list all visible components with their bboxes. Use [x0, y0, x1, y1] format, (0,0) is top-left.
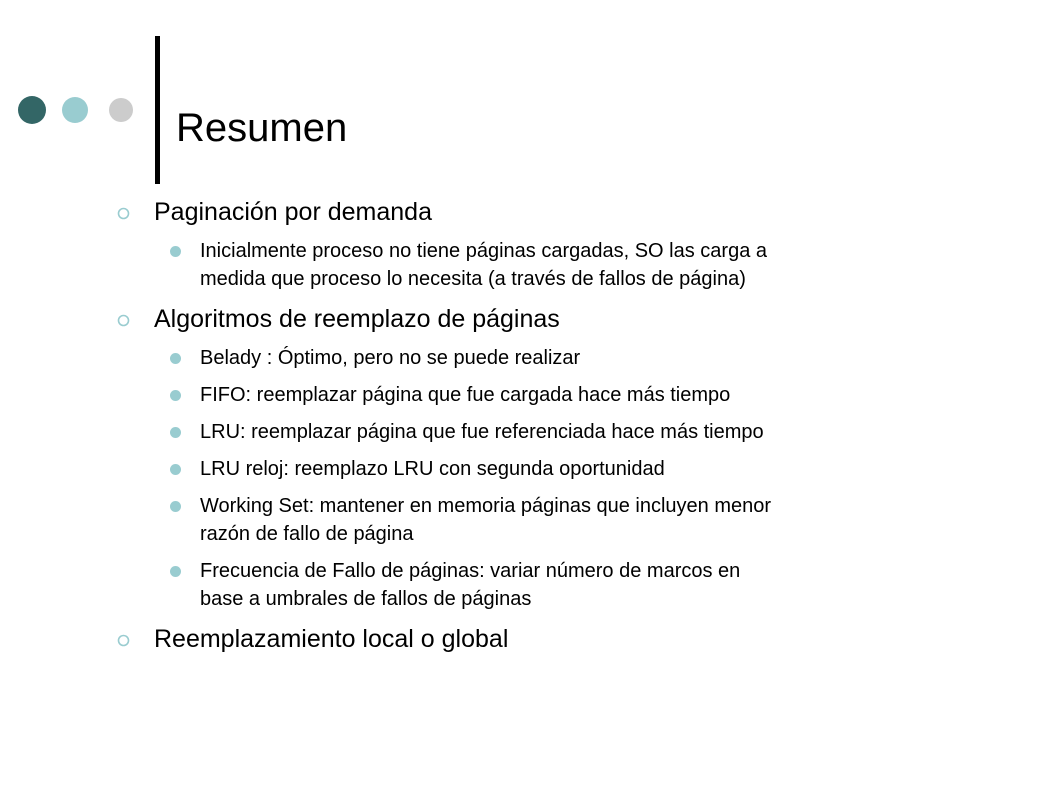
sub-bullet-text-line: FIFO: reemplazar página que fue cargada hace más tiempo: [200, 384, 731, 406]
bullet-text: Reemplazamiento local o global: [154, 625, 509, 653]
sub-bullet-item: [112, 344, 1012, 372]
bullet-item: [112, 623, 1012, 655]
sub-bullet-item: [112, 492, 1012, 548]
sub-bullet-text-line: Belady : Óptimo, pero no se puede realizar: [200, 347, 581, 369]
bullet-item: [112, 303, 1012, 335]
sub-bullet-text-line: Inicialmente proceso no tiene páginas cargadas, SO las carga a: [200, 240, 768, 262]
sub-bullet-icon: [170, 353, 181, 364]
sub-bullet-text-line: Frecuencia de Fallo de páginas: variar número de marcos en: [200, 560, 741, 582]
bullet-item: [112, 196, 1012, 228]
sub-bullet-icon: [170, 566, 181, 577]
sub-bullet-text-line: medida que proceso lo necesita (a través de fallos de página): [200, 268, 746, 290]
sub-bullet-text-line: LRU: reemplazar página que fue referenciada hace más tiempo: [200, 421, 764, 443]
slide-title: Resumen: [176, 106, 348, 150]
sub-bullet-icon: [170, 390, 181, 401]
dot-large-dark: [18, 96, 46, 124]
sub-bullet-icon: [170, 246, 181, 257]
bullet-text: Algoritmos de reemplazo de páginas: [154, 305, 560, 333]
sub-bullet-icon: [170, 501, 181, 512]
bullet-icon: [117, 207, 130, 220]
bullet-icon: [117, 634, 130, 647]
sub-bullet-text-line: Working Set: mantener en memoria páginas que incluyen menor: [200, 495, 772, 517]
sub-bullet-icon: [170, 464, 181, 475]
title-divider-bar: [155, 36, 160, 184]
sub-bullet-icon: [170, 427, 181, 438]
sub-bullet-item: [112, 381, 1012, 409]
sub-bullet-text-line: LRU reloj: reemplazo LRU con segunda oportunidad: [200, 458, 665, 480]
slide-content: [112, 196, 1012, 655]
sub-bullet-item: [112, 237, 1012, 293]
bullet-text: Paginación por demanda: [154, 198, 432, 226]
bullet-icon: [117, 314, 130, 327]
dot-medium-teal: [62, 97, 88, 123]
dot-small-gray: [109, 98, 133, 122]
sub-bullet-item: [112, 418, 1012, 446]
sub-bullet-item: [112, 557, 1012, 613]
sub-bullet-item: [112, 455, 1012, 483]
sub-bullet-text-line: razón de fallo de página: [200, 523, 414, 545]
sub-bullet-text-line: base a umbrales de fallos de páginas: [200, 588, 532, 610]
decorative-dots: [0, 0, 160, 140]
